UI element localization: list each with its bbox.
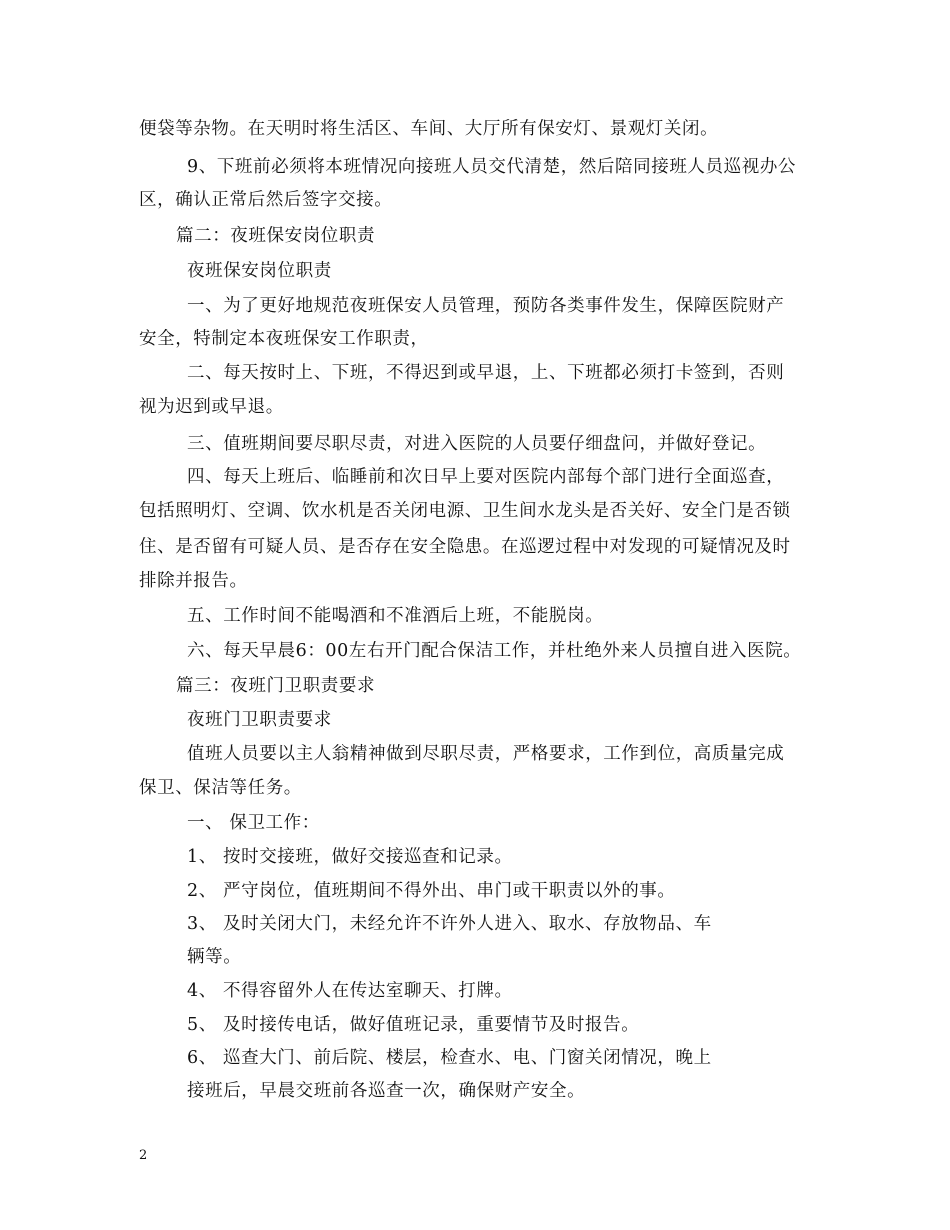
section-subheading: 夜班保安岗位职责: [187, 261, 332, 281]
section-heading: 篇三：夜班门卫职责要求: [176, 676, 376, 696]
text-line: 区，确认正常后然后签字交接。: [139, 190, 393, 210]
section-subheading: 夜班门卫职责要求: [187, 710, 332, 730]
list-item: 1、 按时交接班，做好交接巡查和记录。: [187, 847, 513, 867]
text-line: 排除并报告。: [139, 571, 248, 591]
text-line: 一、为了更好地规范夜班保安人员管理，预防各类事件发生，保障医院财产: [187, 296, 785, 316]
text-line: 便袋等杂物。在天明时将生活区、车间、大厅所有保安灯、景观灯关闭。: [139, 119, 719, 139]
text-line: 值班人员要以主人翁精神做到尽职尽责，严格要求，工作到位，高质量完成: [187, 744, 785, 764]
text-line: 包括照明灯、空调、饮水机是否关闭电源、卫生间水龙头是否关好、安全门是否锁: [139, 501, 791, 521]
list-item: 3、 及时关闭大门，未经允许不许外人进入、取水、存放物品、车: [187, 914, 712, 934]
list-item-continuation: 接班后，早晨交班前各巡查一次，确保财产安全。: [187, 1081, 586, 1101]
list-item: 2、 严守岗位，值班期间不得外出、串门或干职责以外的事。: [187, 881, 676, 901]
text-line: 五、工作时间不能喝酒和不准酒后上班，不能脱岗。: [187, 606, 604, 626]
text-line: 三、值班期间要尽职尽责，对进入医院的人员要仔细盘问，并做好登记。: [187, 434, 767, 454]
list-item-continuation: 辆等。: [187, 947, 242, 967]
text-line: 四、每天上班后、临睡前和次日早上要对医院内部每个部门进行全面巡查，: [187, 467, 785, 487]
list-heading: 一、 保卫工作：: [187, 813, 320, 833]
list-item: 4、 不得容留外人在传达室聊天、打牌。: [187, 981, 513, 1001]
page-number: 2: [139, 1148, 148, 1163]
text-line: 六、每天早晨6：00左右开门配合保洁工作，并杜绝外来人员擅自进入医院。: [187, 641, 802, 661]
text-line: 安全，特制定本夜班保安工作职责，: [139, 329, 429, 349]
text-line: 9、下班前必须将本班情况向接班人员交代清楚，然后陪同接班人员巡视办公: [187, 157, 797, 177]
text-line: 住、是否留有可疑人员、是否存在安全隐患。在巡逻过程中对发现的可疑情况及时: [139, 537, 791, 557]
text-line: 保卫、保洁等任务。: [139, 778, 302, 798]
list-item: 5、 及时接传电话，做好值班记录，重要情节及时报告。: [187, 1015, 640, 1035]
list-item: 6、 巡查大门、前后院、楼层，检查水、电、门窗关闭情况，晚上: [187, 1048, 712, 1068]
text-line: 视为迟到或早退。: [139, 397, 284, 417]
text-line: 二、每天按时上、下班，不得迟到或早退，上、下班都必须打卡签到，否则: [187, 363, 785, 383]
section-heading: 篇二：夜班保安岗位职责: [176, 226, 376, 246]
